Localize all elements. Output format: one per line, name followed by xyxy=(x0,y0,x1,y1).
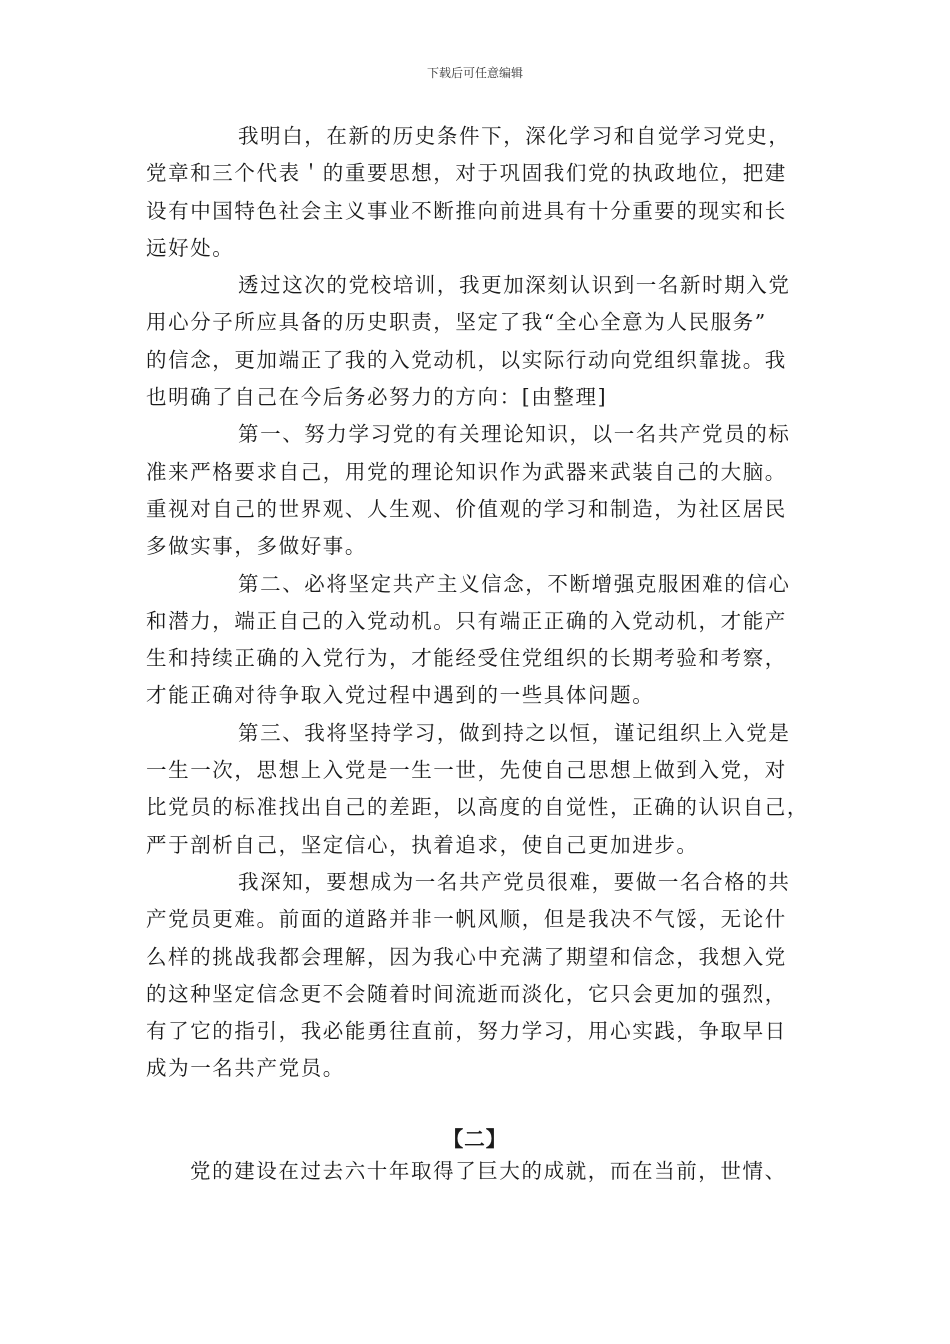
text-line: 远好处。 xyxy=(146,235,235,260)
text-line: 才能正确对待争取入党过程中遇到的一些具体问题。 xyxy=(146,683,655,708)
text-line: 成为一名共产党员。 xyxy=(146,1056,345,1081)
text-line: 的这种坚定信念更不会随着时间流逝而淡化，它只会更加的强烈， xyxy=(146,981,787,1006)
text-line: 设有中国特色社会主义事业不断推向前进具有十分重要的现实和长 xyxy=(146,198,787,223)
text-line: 也明确了自己在今后务必努力的方向：[由整理] xyxy=(146,385,608,410)
text-line: 我深知，要想成为一名共产党员很难，要做一名合格的共 xyxy=(238,869,791,894)
text-line: 用心分子所应具备的历史职责，坚定了我“全心全意为人民服务” xyxy=(146,310,767,335)
text-line: 透过这次的党校培训，我更加深刻认识到一名新时期入党 xyxy=(238,273,791,298)
page-header-note: 下载后可任意编辑 xyxy=(426,66,523,80)
paragraph-6 xyxy=(146,864,808,1088)
text-line: 么样的挑战我都会理解，因为我心中充满了期望和信念，我想入党 xyxy=(146,944,787,969)
text-line: 的信念，更加端正了我的入党动机，以实际行动向党组织靠拢。我 xyxy=(146,347,787,372)
document-body xyxy=(146,118,808,1088)
text-line: 准来严格要求自己，用党的理论知识作为武器来武装自己的大脑。 xyxy=(146,459,787,484)
text-line: 和潜力，端正自己的入党动机。只有端正正确的入党动机，才能产 xyxy=(146,608,787,633)
text-line: 第三、我将坚持学习，做到持之以恒，谨记组织上入党是 xyxy=(238,720,791,745)
section-first-line: 党的建设在过去六十年取得了巨大的成就，而在当前，世情、 xyxy=(190,1159,787,1183)
paragraph-4 xyxy=(146,566,808,715)
section-heading: 【二】 xyxy=(442,1127,508,1151)
text-line: 严于剖析自己，坚定信心，执着追求，使自己更加进步。 xyxy=(146,832,699,857)
text-line: 生和持续正确的入党行为，才能经受住党组织的长期考验和考察， xyxy=(146,646,787,671)
text-line: 党章和三个代表＇的重要思想，对于巩固我们党的执政地位，把建 xyxy=(146,161,787,186)
text-line: 一生一次，思想上入党是一生一世，先使自己思想上做到入党，对 xyxy=(146,758,787,783)
text-line: 我明白，在新的历史条件下，深化学习和自觉学习党史， xyxy=(238,124,791,148)
text-line: 比党员的标准找出自己的差距，以高度的自觉性，正确的认识自己， xyxy=(146,795,809,820)
text-line: 产党员更难。前面的道路并非一帆风顺，但是我决不气馁，无论什 xyxy=(146,907,787,932)
paragraph-1 xyxy=(146,118,808,267)
text-line: 第二、必将坚定共产主义信念，不断增强克服困难的信心 xyxy=(238,571,791,596)
paragraph-5 xyxy=(146,715,808,864)
paragraph-3 xyxy=(146,416,808,565)
text-line: 重视对自己的世界观、人生观、价值观的学习和制造，为社区居民 xyxy=(146,496,787,521)
text-line: 第一、努力学习党的有关理论知识，以一名共产党员的标 xyxy=(238,422,791,447)
text-line: 有了它的指引，我必能勇往直前，努力学习，用心实践，争取早日 xyxy=(146,1019,787,1044)
text-line: 多做实事，多做好事。 xyxy=(146,534,367,559)
paragraph-2 xyxy=(146,267,808,416)
